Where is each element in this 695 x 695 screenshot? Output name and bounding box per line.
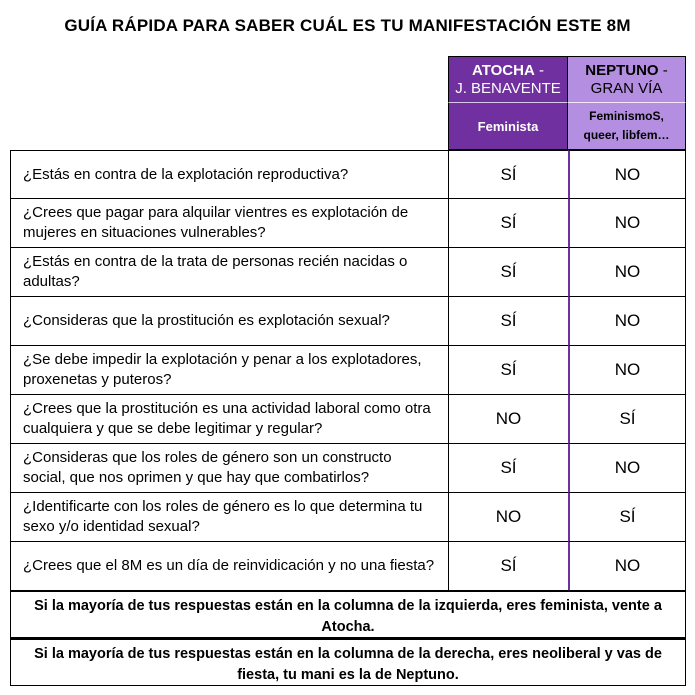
location-separator: - <box>534 62 544 79</box>
table-row <box>10 444 686 493</box>
answer-right-cell: SÍ <box>568 395 686 444</box>
question-cell: ¿Crees que la prostitución es una actividad laboral como otra cualquiera y que se debe legitimar y regular? <box>10 395 448 444</box>
location-name: NEPTUNO <box>585 62 659 79</box>
answer-right-cell: NO <box>568 150 686 199</box>
answer-right-cell: NO <box>568 542 686 591</box>
location-subname: GRAN VÍA <box>590 80 663 97</box>
type-line: FeminismoS, <box>589 109 664 123</box>
answer-left-cell: NO <box>448 493 568 542</box>
column-type-feminismos <box>568 103 686 150</box>
result-left-note: Si la mayoría de tus respuestas están en la columna de la izquierda, eres feminista, vente a Atocha. <box>10 590 686 638</box>
answer-left-cell: SÍ <box>448 150 568 199</box>
answer-right-cell: NO <box>568 199 686 248</box>
result-right-note: Si la mayoría de tus respuestas están en la columna de la derecha, eres neoliberal y vas de fiesta, tu mani es la de Neptuno. <box>10 638 686 686</box>
answer-right-cell: NO <box>568 248 686 297</box>
table-row <box>10 395 686 444</box>
answer-left-cell: SÍ <box>448 346 568 395</box>
answer-left-cell: NO <box>448 395 568 444</box>
question-cell: ¿Crees que pagar para alquilar vientres es explotación de mujeres en situaciones vulnerables? <box>10 199 448 248</box>
answer-right-cell: SÍ <box>568 493 686 542</box>
questions-table <box>10 150 686 591</box>
answer-left-cell: SÍ <box>448 248 568 297</box>
table-row <box>10 542 686 591</box>
type-line: queer, libfem… <box>583 128 670 142</box>
table-row <box>10 150 686 199</box>
column-type-feminista: Feminista <box>448 103 568 150</box>
question-cell: ¿Estás en contra de la trata de personas recién nacidas o adultas? <box>10 248 448 297</box>
answer-right-cell: NO <box>568 297 686 346</box>
question-cell: ¿Consideras que los roles de género son un constructo social, que nos oprimen y que hay que combatirlos? <box>10 444 448 493</box>
table-row <box>10 199 686 248</box>
column-header-atocha <box>448 56 568 103</box>
column-header-neptuno <box>568 56 686 103</box>
location-subname: J. BENAVENTE <box>455 80 561 97</box>
answer-left-cell: SÍ <box>448 444 568 493</box>
table-row <box>10 297 686 346</box>
answer-left-cell: SÍ <box>448 199 568 248</box>
question-cell: ¿Identificarte con los roles de género es lo que determina tu sexo y/o identidad sexual? <box>10 493 448 542</box>
answer-right-cell: NO <box>568 444 686 493</box>
location-name: ATOCHA <box>472 62 535 79</box>
answer-left-cell: SÍ <box>448 542 568 591</box>
table-row <box>10 248 686 297</box>
answer-left-cell: SÍ <box>448 297 568 346</box>
location-separator: - <box>658 62 668 79</box>
question-cell: ¿Consideras que la prostitución es explotación sexual? <box>10 297 448 346</box>
table-row <box>10 346 686 395</box>
question-cell: ¿Estás en contra de la explotación reproductiva? <box>10 150 448 199</box>
answer-right-cell: NO <box>568 346 686 395</box>
question-cell: ¿Crees que el 8M es un día de reinvidicación y no una fiesta? <box>10 542 448 591</box>
question-cell: ¿Se debe impedir la explotación y penar a los explotadores, proxenetas y puteros? <box>10 346 448 395</box>
page-title: GUÍA RÁPIDA PARA SABER CUÁL ES TU MANIFESTACIÓN ESTE 8M <box>64 16 631 35</box>
table-row <box>10 493 686 542</box>
